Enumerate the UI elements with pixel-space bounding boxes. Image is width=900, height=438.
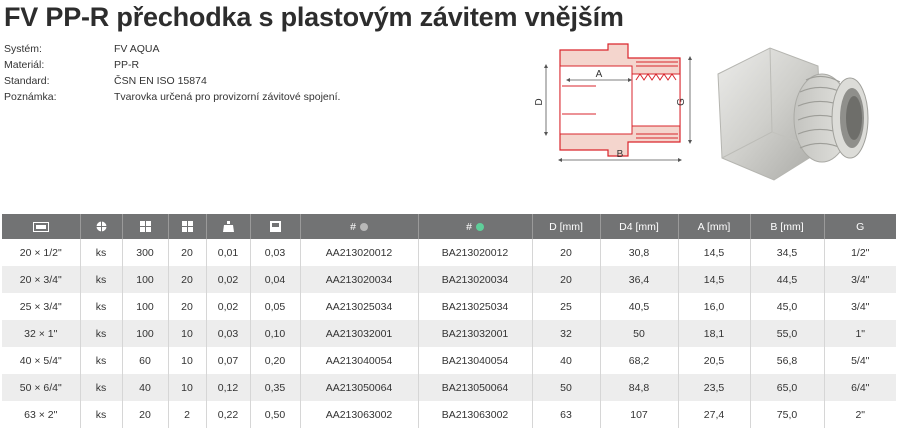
cell-d4: 84,8 bbox=[600, 374, 678, 401]
volume-icon bbox=[270, 221, 281, 232]
cell-size: 50 × 6/4" bbox=[2, 374, 80, 401]
cell-carton: 10 bbox=[168, 347, 206, 374]
cell-carton: 10 bbox=[168, 320, 206, 347]
cell-size: 20 × 3/4" bbox=[2, 266, 80, 293]
cell-g: 1/2" bbox=[824, 239, 896, 266]
cell-carton: 10 bbox=[168, 374, 206, 401]
cell-carton: 20 bbox=[168, 293, 206, 320]
cell-weight: 0,22 bbox=[206, 401, 250, 428]
green-dot-icon bbox=[476, 223, 484, 231]
dimension-b-label: B bbox=[616, 149, 624, 160]
grid-4-icon bbox=[140, 221, 151, 232]
cell-pack: 60 bbox=[122, 347, 168, 374]
spec-label: Materiál: bbox=[4, 59, 45, 71]
technical-drawing bbox=[532, 36, 697, 166]
cell-g: 6/4" bbox=[824, 374, 896, 401]
cell-unit: ks bbox=[80, 239, 122, 266]
col-size bbox=[2, 214, 80, 239]
cell-d4: 36,4 bbox=[600, 266, 678, 293]
cell-b: 45,0 bbox=[750, 293, 824, 320]
cell-unit: ks bbox=[80, 293, 122, 320]
cell-pack: 100 bbox=[122, 293, 168, 320]
table-row bbox=[2, 320, 896, 347]
cell-unit: ks bbox=[80, 266, 122, 293]
cell-pack: 20 bbox=[122, 401, 168, 428]
dimension-g-label: G bbox=[676, 98, 687, 106]
cell-code-b: BA213050064 bbox=[418, 374, 532, 401]
cell-d: 32 bbox=[532, 320, 600, 347]
cell-a: 27,4 bbox=[678, 401, 750, 428]
cell-volume: 0,50 bbox=[250, 401, 300, 428]
col-g: G bbox=[824, 214, 896, 239]
cell-g: 5/4" bbox=[824, 347, 896, 374]
cell-unit: ks bbox=[80, 320, 122, 347]
cell-d4: 30,8 bbox=[600, 239, 678, 266]
cell-code-b: BA213032001 bbox=[418, 320, 532, 347]
spec-value: PP-R bbox=[114, 59, 140, 71]
dimension-d-label: D bbox=[534, 98, 545, 106]
table-row bbox=[2, 293, 896, 320]
cell-carton: 2 bbox=[168, 401, 206, 428]
cell-d4: 107 bbox=[600, 401, 678, 428]
code-b-header: # bbox=[466, 220, 472, 233]
cell-d: 20 bbox=[532, 239, 600, 266]
cell-b: 65,0 bbox=[750, 374, 824, 401]
cell-code-a: AA213020034 bbox=[300, 266, 418, 293]
cell-a: 23,5 bbox=[678, 374, 750, 401]
cell-a: 14,5 bbox=[678, 266, 750, 293]
spec-value: Tvarovka určená pro provizorní závitové spojení. bbox=[114, 91, 341, 103]
col-d4: D4 [mm] bbox=[600, 214, 678, 239]
cell-unit: ks bbox=[80, 374, 122, 401]
cell-code-a: AA213020012 bbox=[300, 239, 418, 266]
cell-volume: 0,03 bbox=[250, 239, 300, 266]
cell-b: 75,0 bbox=[750, 401, 824, 428]
col-a: A [mm] bbox=[678, 214, 750, 239]
weight-icon bbox=[223, 221, 234, 232]
cell-g: 1" bbox=[824, 320, 896, 347]
cell-unit: ks bbox=[80, 401, 122, 428]
cell-pack: 100 bbox=[122, 266, 168, 293]
cell-b: 55,0 bbox=[750, 320, 824, 347]
col-pack bbox=[122, 214, 168, 239]
table-header-row bbox=[2, 214, 896, 239]
col-weight bbox=[206, 214, 250, 239]
spec-value: FV AQUA bbox=[114, 43, 160, 55]
cell-size: 20 × 1/2" bbox=[2, 239, 80, 266]
page-title: FV PP-R přechodka s plastovým závitem vnějším bbox=[4, 2, 624, 32]
cell-code-a: AA213040054 bbox=[300, 347, 418, 374]
table-row bbox=[2, 347, 896, 374]
cell-weight: 0,07 bbox=[206, 347, 250, 374]
cell-weight: 0,03 bbox=[206, 320, 250, 347]
cell-size: 63 × 2" bbox=[2, 401, 80, 428]
cell-volume: 0,35 bbox=[250, 374, 300, 401]
spec-label: Systém: bbox=[4, 43, 42, 55]
cell-volume: 0,20 bbox=[250, 347, 300, 374]
product-table bbox=[2, 214, 896, 428]
spec-label: Standard: bbox=[4, 75, 50, 87]
cell-code-b: BA213025034 bbox=[418, 293, 532, 320]
cell-a: 16,0 bbox=[678, 293, 750, 320]
cell-weight: 0,01 bbox=[206, 239, 250, 266]
cell-code-a: AA213063002 bbox=[300, 401, 418, 428]
cell-volume: 0,10 bbox=[250, 320, 300, 347]
spec-value: ČSN EN ISO 15874 bbox=[114, 75, 207, 87]
cell-d4: 40,5 bbox=[600, 293, 678, 320]
cell-code-b: BA213020012 bbox=[418, 239, 532, 266]
cell-volume: 0,04 bbox=[250, 266, 300, 293]
cell-pack: 300 bbox=[122, 239, 168, 266]
cell-d4: 68,2 bbox=[600, 347, 678, 374]
table-row bbox=[2, 239, 896, 266]
cell-weight: 0,02 bbox=[206, 293, 250, 320]
cell-b: 56,8 bbox=[750, 347, 824, 374]
cell-b: 44,5 bbox=[750, 266, 824, 293]
product-photo bbox=[700, 40, 880, 200]
col-unit bbox=[80, 214, 122, 239]
cell-g: 2" bbox=[824, 401, 896, 428]
code-a-header: # bbox=[350, 220, 356, 233]
cell-code-a: AA213032001 bbox=[300, 320, 418, 347]
dimension-icon bbox=[33, 222, 49, 232]
col-code-a bbox=[300, 214, 418, 239]
gray-dot-icon bbox=[360, 223, 368, 231]
cell-volume: 0,05 bbox=[250, 293, 300, 320]
dimension-a-label: A bbox=[595, 69, 603, 80]
cell-pack: 100 bbox=[122, 320, 168, 347]
cell-d: 40 bbox=[532, 347, 600, 374]
col-code-b bbox=[418, 214, 532, 239]
cell-size: 32 × 1" bbox=[2, 320, 80, 347]
cell-d: 63 bbox=[532, 401, 600, 428]
table-row bbox=[2, 374, 896, 401]
cell-carton: 20 bbox=[168, 266, 206, 293]
col-d: D [mm] bbox=[532, 214, 600, 239]
cell-code-a: AA213050064 bbox=[300, 374, 418, 401]
cell-size: 40 × 5/4" bbox=[2, 347, 80, 374]
cell-size: 25 × 3/4" bbox=[2, 293, 80, 320]
table-row bbox=[2, 401, 896, 428]
col-carton bbox=[168, 214, 206, 239]
spec-label: Poznámka: bbox=[4, 91, 57, 103]
cell-d4: 50 bbox=[600, 320, 678, 347]
cell-code-a: AA213025034 bbox=[300, 293, 418, 320]
cell-b: 34,5 bbox=[750, 239, 824, 266]
cell-d: 20 bbox=[532, 266, 600, 293]
cell-code-b: BA213020034 bbox=[418, 266, 532, 293]
cell-code-b: BA213063002 bbox=[418, 401, 532, 428]
cell-g: 3/4" bbox=[824, 266, 896, 293]
cell-g: 3/4" bbox=[824, 293, 896, 320]
table-row bbox=[2, 266, 896, 293]
col-b: B [mm] bbox=[750, 214, 824, 239]
cell-pack: 40 bbox=[122, 374, 168, 401]
cell-weight: 0,12 bbox=[206, 374, 250, 401]
cell-d: 50 bbox=[532, 374, 600, 401]
cell-unit: ks bbox=[80, 347, 122, 374]
cell-a: 20,5 bbox=[678, 347, 750, 374]
cell-code-b: BA213040054 bbox=[418, 347, 532, 374]
cell-a: 14,5 bbox=[678, 239, 750, 266]
cell-weight: 0,02 bbox=[206, 266, 250, 293]
grid-small-icon bbox=[182, 221, 193, 232]
globe-icon bbox=[96, 221, 107, 232]
cell-carton: 20 bbox=[168, 239, 206, 266]
cell-d: 25 bbox=[532, 293, 600, 320]
col-volume bbox=[250, 214, 300, 239]
cell-a: 18,1 bbox=[678, 320, 750, 347]
